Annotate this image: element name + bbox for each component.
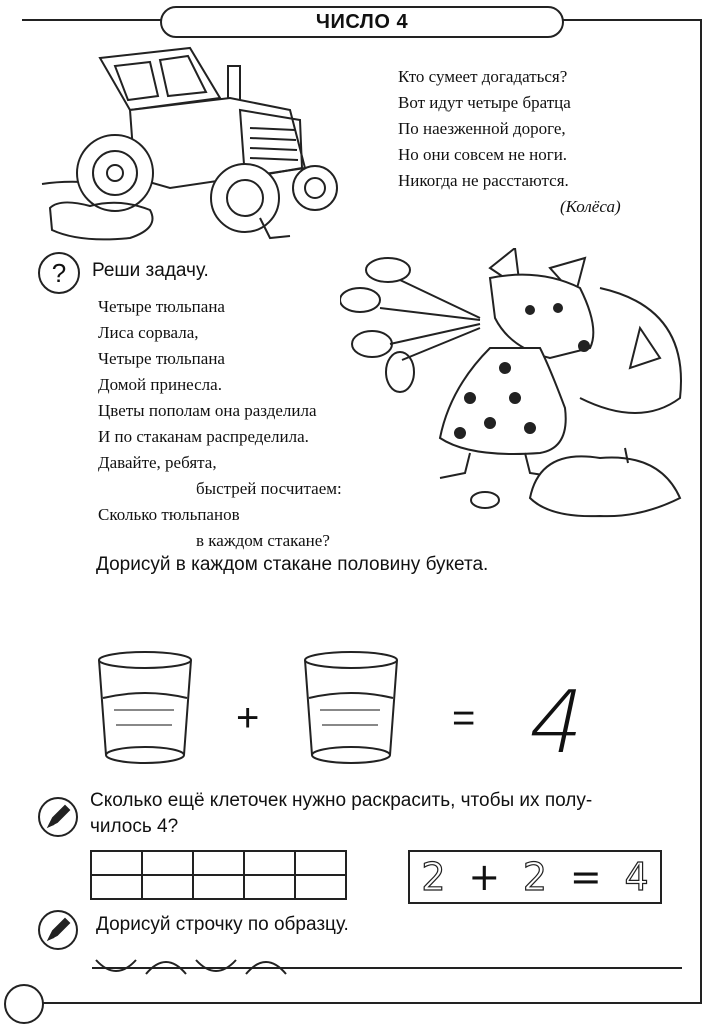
problem-line: Лиса сорвала, [98, 323, 199, 342]
problem-poem [98, 294, 342, 554]
page-title: ЧИСЛО 4 [160, 6, 564, 38]
problem-heading: Реши задачу. [92, 260, 209, 281]
tractor-illustration [40, 38, 340, 248]
grid-cell[interactable] [194, 852, 245, 876]
sample-operator: + [468, 855, 501, 899]
result-digit: 4 [519, 673, 596, 773]
equals-sign: = [452, 696, 476, 740]
problem-instruction: Дорисуй в каждом стакане половину букета. [96, 554, 489, 575]
sample-equation-box [408, 850, 662, 904]
problem-line: Давайте, ребята, [98, 453, 217, 472]
grid-cell[interactable] [143, 852, 194, 876]
problem-line: Цветы пополам она разделила [98, 401, 317, 420]
problem-line: Четыре тюльпана [98, 349, 225, 368]
riddle-line: Но они совсем не ноги. [398, 145, 568, 164]
riddle-line: Кто сумеет догадаться? [398, 67, 568, 86]
frame-right-line [700, 19, 702, 1004]
glass-icon [94, 650, 196, 770]
riddle-line: Никогда не расстаются. [398, 171, 569, 190]
problem-line: И по стаканам распределила. [98, 427, 309, 446]
grid-cell[interactable] [245, 852, 296, 876]
grid-cell[interactable] [245, 876, 296, 900]
riddle-line: По наезженной дороге, [398, 119, 566, 138]
riddle-answer: (Колёса) [560, 197, 621, 216]
problem-line: быстрей посчитаем: [196, 479, 342, 498]
sample-operator: = [569, 855, 602, 899]
grid-cell[interactable] [92, 852, 143, 876]
cells-grid[interactable] [90, 850, 347, 900]
sample-digit: 2 [421, 855, 446, 899]
grid-cell[interactable] [296, 852, 347, 876]
pattern-sample[interactable] [92, 950, 692, 980]
grid-cell[interactable] [194, 876, 245, 900]
fox-illustration [340, 248, 690, 533]
sample-digit: 2 [522, 855, 548, 899]
glass-icon [300, 650, 402, 770]
pencil-icon [38, 910, 78, 950]
problem-line: Домой принесла. [98, 375, 222, 394]
grid-cell[interactable] [143, 876, 194, 900]
problem-line: Четыре тюльпана [98, 297, 225, 316]
problem-line: в каждом стакане? [196, 531, 330, 550]
grid-cell[interactable] [92, 876, 143, 900]
sample-digit: 4 [624, 855, 649, 899]
frame-bottom-line [40, 1002, 702, 1004]
cells-task-text-line1: Сколько ещё клеточек нужно раскрасить, чтобы их полу- [90, 790, 593, 811]
pattern-task-text: Дорисуй строчку по образцу. [96, 914, 349, 935]
plus-sign: + [236, 696, 260, 740]
riddle-poem [398, 64, 621, 220]
page-corner-circle [4, 984, 44, 1024]
question-icon: ? [38, 252, 80, 294]
problem-line: Сколько тюльпанов [98, 505, 240, 524]
pencil-icon [38, 797, 78, 837]
cells-task-text-line2: чилось 4? [90, 816, 179, 837]
riddle-line: Вот идут четыре братца [398, 93, 571, 112]
grid-cell[interactable] [296, 876, 347, 900]
